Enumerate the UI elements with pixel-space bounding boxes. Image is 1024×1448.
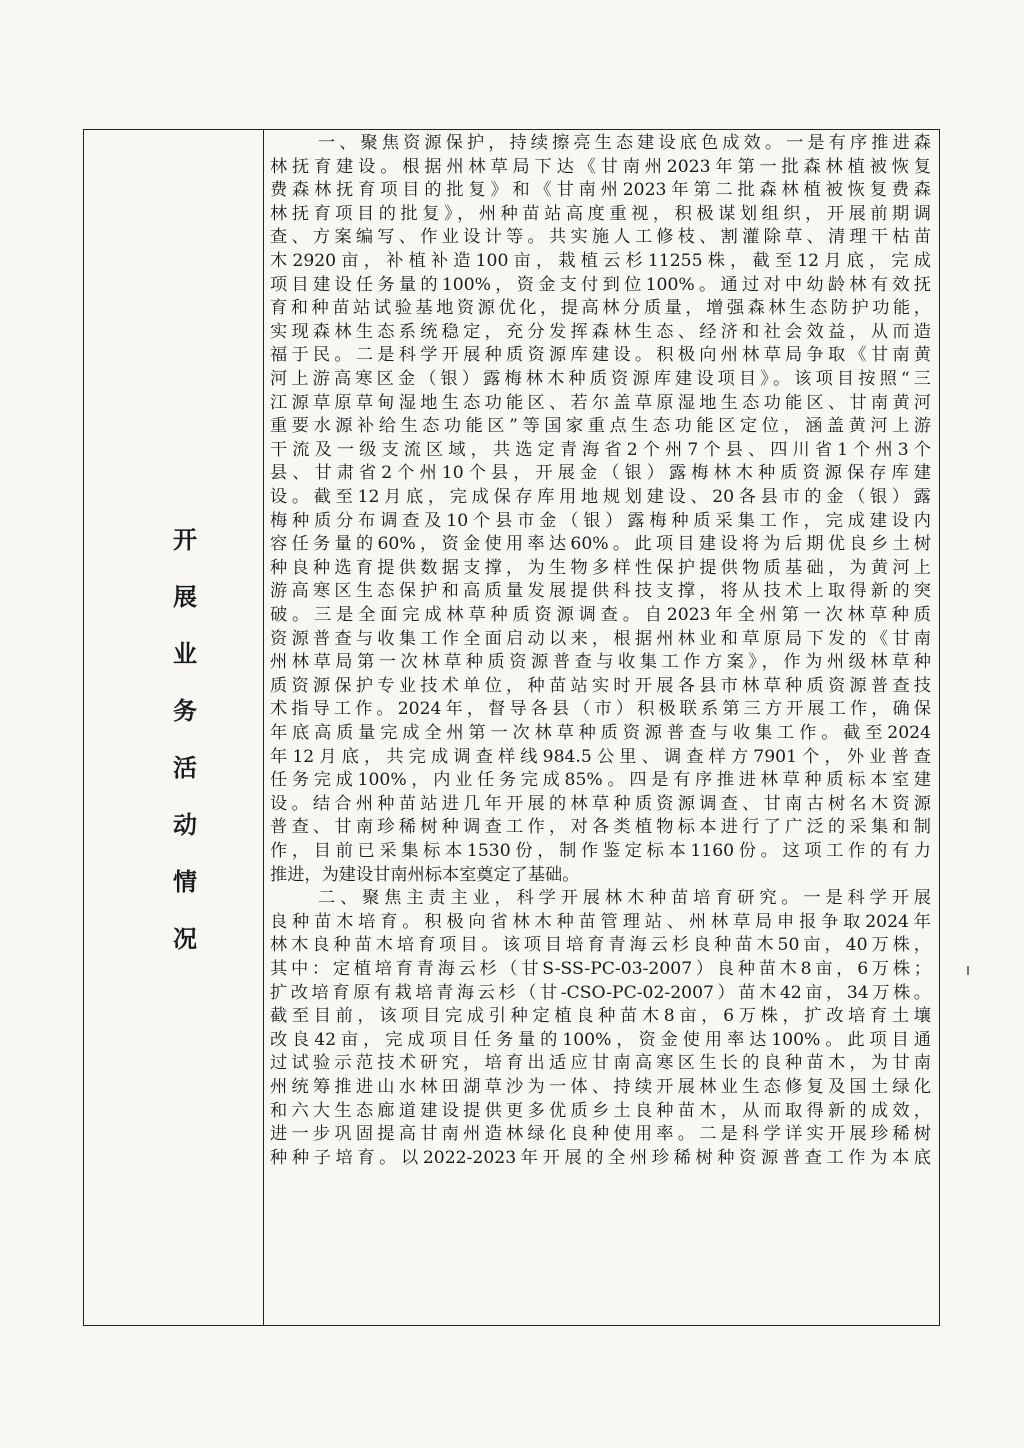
- content-line: 江源草原草甸湿地生态功能区、若尔盖草原湿地生态功能区、甘南黄河: [270, 392, 931, 413]
- content-line: 干流及一级支流区域，共选定青海省2个州7个县、四川省1个州3个: [270, 439, 931, 460]
- content-line: 林木良种苗木培育项目。该项目培育青海云杉良种苗木50亩，40万株，: [270, 935, 931, 956]
- content-line: 年底高质量完成全州第一次林草种质资源普查与收集工作。截至2024: [270, 723, 931, 743]
- row-label-cell: [84, 130, 264, 1325]
- content-line: 梅种质分布调查及10个县市金（银）露梅种质采集工作，完成建设内: [270, 510, 931, 531]
- content-line: 查、方案编写、作业设计等。共实施人工修枝、割灌除草、清理干枯苗: [270, 227, 931, 248]
- row-label-char: 展: [173, 582, 197, 611]
- content-line: 破。三是全面完成林草种质资源调查。自2023年全州第一次林草种质: [270, 605, 931, 625]
- content-line: 截至目前，该项目完成引种定植良种苗木8亩，6万株，扩改培育土壤: [270, 1006, 931, 1027]
- content-line: 游高寒区生态保护和高质量发展提供科技支撑，将从技术上取得新的突: [270, 581, 931, 602]
- content-line: 和六大生态廊道建设提供更多优质乡土良种苗木，从而取得新的成效，: [270, 1100, 931, 1121]
- content-line: 育和种苗站试验基地资源优化，提高林分质量，增强森林生态防护功能，: [270, 298, 931, 319]
- row-label-char: 开: [173, 525, 197, 554]
- content-line: 林抚育建设。根据州林草局下达《甘南州2023年第一批森林植被恢复: [270, 156, 931, 177]
- content-line: 资源普查与收集工作全面启动以来，根据州林业和草原局下发的《甘南: [270, 628, 931, 649]
- content-line: 容任务量的60%，资金使用率达60%。此项目建设将为后期优良乡土树: [270, 534, 931, 555]
- row-label-char: 活: [173, 753, 197, 782]
- scan-mark: [967, 966, 969, 975]
- row-label-char: 况: [173, 924, 197, 953]
- row-label-char: 情: [173, 867, 197, 896]
- form-table: [83, 129, 940, 1326]
- content-line: 术指导工作。2024年，督导各县（市）积极联系第三方开展工作，确保: [270, 699, 931, 720]
- content-line: 设。结合州种苗站进几年开展的林草种质资源调查、甘南古树名木资源: [270, 793, 931, 814]
- content-line: 项目建设任务量的100%，资金支付到位100%。通过对中幼龄林有效抚: [270, 274, 931, 295]
- content-line: 扩改培育原有栽培青海云杉（甘-CSO-PC-02-2007）苗木42亩，34万株。: [270, 982, 931, 1003]
- content-line: 设。截至12月底，完成保存库用地规划建设、20各县市的金（银）露: [270, 487, 931, 507]
- content-line: 年12月底，共完成调查样线984.5公里、调查样方7901个，外业普查: [270, 746, 931, 767]
- content-line: 州统筹推进山水林田湖草沙为一体、持续开展林业生态修复及国土绿化: [270, 1077, 931, 1097]
- content-line: 质资源保护专业技术单位，种苗站实时开展各县市林草种质资源普查技: [270, 675, 931, 696]
- row-label-char: 动: [173, 810, 197, 839]
- content-line: 二、聚焦主责主业，科学开展林木种苗培育研究。一是科学开展: [318, 888, 931, 909]
- content-line: 河上游高寒区金（银）露梅林木种质资源库建设项目》。该项目按照“三: [270, 369, 931, 389]
- content-line: 林抚育项目的批复》，州种苗站高度重视，积极谋划组织，开展前期调: [270, 203, 931, 224]
- content-line: 木2920亩，补植补造100亩，栽植云杉11255株，截至12月底，完成: [270, 251, 931, 271]
- content-line: 改良42亩，完成项目任务量的100%，资金使用率达100%。此项目通: [270, 1029, 931, 1050]
- content-line: 进一步巩固提高甘南州造林绿化良种使用率。二是科学详实开展珍稀树: [270, 1124, 931, 1145]
- content-line: 其中：定植培育青海云杉（甘S-SS-PC-03-2007）良种苗木8亩，6万株；: [270, 959, 931, 979]
- row-label-char: 业: [173, 639, 197, 668]
- content-line: 种种子培育。以2022-2023年开展的全州珍稀树种资源普查工作为本底: [270, 1147, 931, 1168]
- content-line: 推进，为建设甘南州标本室奠定了基础。: [270, 864, 580, 885]
- content-line: 一、聚焦资源保护，持续擦亮生态建设底色成效。一是有序推进森: [318, 133, 931, 153]
- content-line: 作，目前已采集标本1530份，制作鉴定标本1160份。这项工作的有力: [270, 841, 931, 861]
- content-line: 良种苗木培育。积极向省林木种苗管理站、州林草局申报争取2024年: [270, 911, 931, 932]
- row-label-char: 务: [173, 696, 197, 725]
- content-line: 种良种选育提供数据支撑，为生物多样性保护提供物质基础，为黄河上: [270, 557, 931, 578]
- content-line: 福于民。二是科学开展种质资源库建设。积极向州林草局争取《甘南黄: [270, 345, 931, 366]
- row-label: [170, 525, 200, 984]
- content-line: 过试验示范技术研究，培育出适应甘南高寒区生长的良种苗木，为甘南: [270, 1053, 931, 1074]
- row-content-cell: [264, 130, 939, 1325]
- content-line: 普查、甘南珍稀树种调查工作，对各类植物标本进行了广泛的采集和制: [270, 817, 931, 838]
- content-line: 县、甘肃省2个州10个县，开展金（银）露梅林木种质资源保存库建: [270, 463, 931, 484]
- content-line: 费森林抚育项目的批复》和《甘南州2023年第二批森林植被恢复费森: [270, 180, 931, 201]
- content-line: 重要水源补给生态功能区”等国家重点生态功能区定位，涵盖黄河上游: [270, 416, 931, 437]
- content-line: 实现森林生态系统稳定，充分发挥森林生态、经济和社会效益，从而造: [270, 321, 931, 342]
- content-line: 任务完成100%，内业任务完成85%。四是有序推进林草种质标本室建: [270, 770, 931, 791]
- content-line: 州林草局第一次林草种质资源普查与收集工作方案》，作为州级林草种: [270, 652, 931, 673]
